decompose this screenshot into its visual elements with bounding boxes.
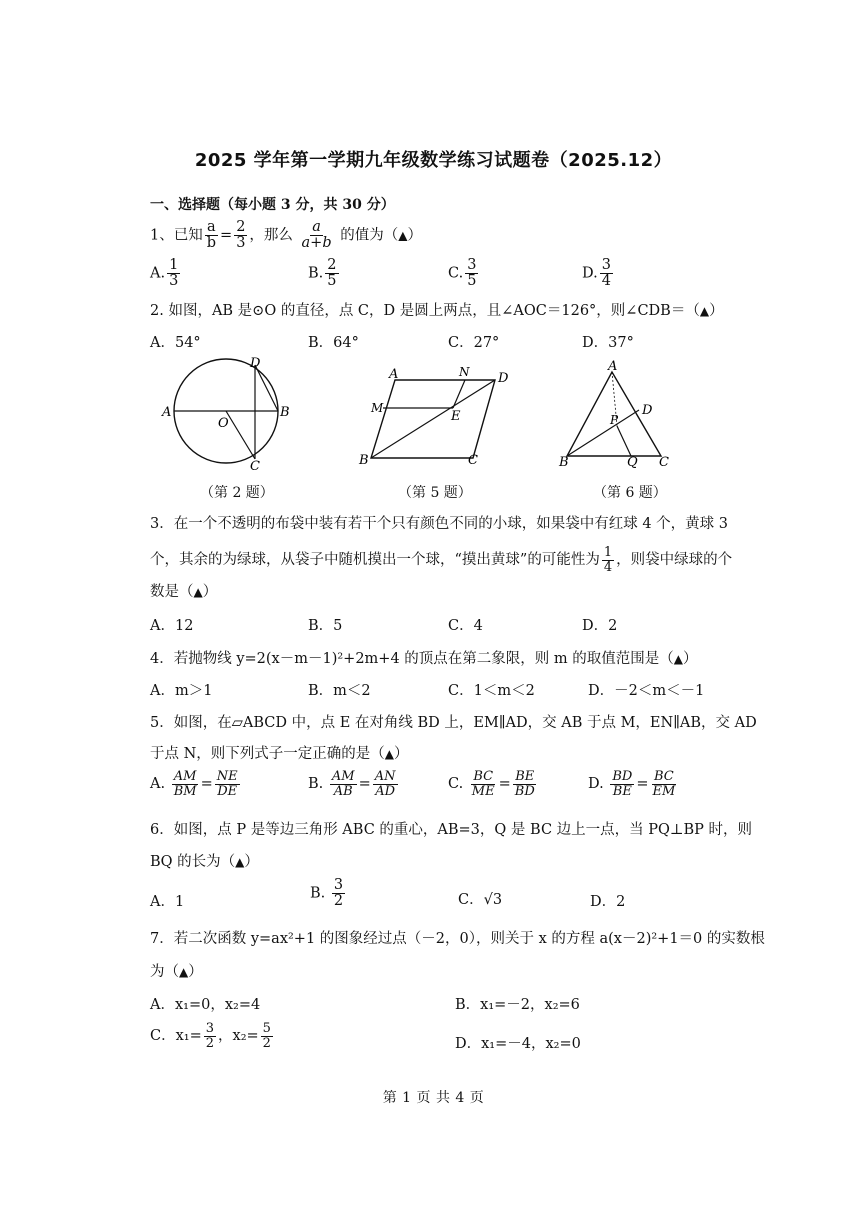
label-b: B — [359, 453, 369, 468]
answer-marker: ▲ — [235, 855, 245, 869]
q3-option-d: D．2 — [582, 618, 618, 634]
segment-pq — [617, 426, 631, 456]
q6-option-a: A．1 — [150, 894, 185, 910]
question-3-line-2: 个，其余的为绿球，从袋子中随机摸出一个球，“摸出黄球”的可能性为 $\frac{1}{4}$ ，则袋中绿球的个 — [150, 545, 733, 575]
figure-5-parallelogram-diagram — [355, 362, 525, 472]
answer-marker: ▲ — [384, 747, 395, 761]
q7-option-a: A．x₁=0，x₂=4 — [150, 997, 261, 1013]
segment-ne — [453, 380, 465, 408]
q1-option-a: A. $\frac{1}{3}$ — [150, 257, 179, 290]
q5-option-b: B. $\frac{AM}{AB}$ = $\frac{AN}{AD}$ — [308, 769, 396, 799]
answer-marker: ▲ — [179, 965, 189, 979]
label-p: P — [610, 413, 619, 427]
q4-option-a: A．m＞1 — [150, 683, 213, 699]
q5-option-a: A. $\frac{AM}{BM}$ = $\frac{NE}{DE}$ — [150, 769, 238, 799]
question-1: 1、已知 $\frac{a}{b}$ = $\frac{2}{3}$ ，那么 $\frac{a}{a+b}$ 的值为（▲） — [150, 219, 422, 252]
segment-oc — [226, 411, 255, 459]
q3-option-c: C．4 — [448, 618, 483, 634]
label-b: B — [559, 455, 569, 470]
q2-option-b: B．64° — [308, 335, 359, 351]
question-5-line-2: 于点 N，则下列式子一定正确的是（▲） — [150, 746, 409, 762]
section-header: 一、选择题（每小题 3 分，共 30 分） — [150, 197, 395, 213]
q5-option-c: C. $\frac{BC}{ME}$ = $\frac{BE}{BD}$ — [448, 769, 535, 799]
q4-option-c: C．1＜m＜2 — [448, 683, 535, 699]
q1-option-d: D. $\frac{3}{4}$ — [582, 257, 611, 290]
question-3-line-3: 数是（▲） — [150, 584, 218, 600]
question-7-line-2: 为（▲） — [150, 964, 203, 980]
q7-option-d: D．x₁=－4，x₂=0 — [455, 1036, 581, 1052]
q7-option-c: C．x₁= $\frac{3}{2}$ ，x₂= $\frac{5}{2}$ — [150, 1021, 271, 1051]
label-a: A — [389, 367, 399, 382]
answer-marker: ▲ — [398, 228, 408, 243]
question-4: 4．若抛物线 y=2(x－m－1)²+2m+4 的顶点在第二象限，则 m 的取值范围是（▲） — [150, 651, 698, 667]
label-d: D — [250, 356, 261, 371]
question-2: 2. 如图，AB 是⊙O 的直径，点 C，D 是圆上两点，且∠AOC＝126°，则∠CDB＝（▲） — [150, 303, 724, 319]
q6-option-c: C．√3 — [458, 892, 503, 908]
figure-6-caption: （第 6 题） — [593, 485, 667, 501]
label-c: C — [659, 455, 669, 470]
q1-expression: $\frac{a}{a+b}$ — [301, 219, 332, 252]
label-m: M — [371, 401, 384, 415]
q1-given-fraction: $\frac{a}{b}$ — [206, 219, 217, 252]
q6-option-b: B. $\frac{3}{2}$ — [310, 877, 344, 910]
page-footer: 第 1 页 共 4 页 — [382, 1090, 485, 1106]
label-c: C — [468, 453, 478, 468]
q2-option-a: A．54° — [150, 335, 201, 351]
label-n: N — [459, 365, 470, 379]
answer-marker: ▲ — [193, 585, 203, 599]
q5-option-d: D. $\frac{BD}{BE}$ = $\frac{BC}{EM}$ — [588, 769, 676, 799]
question-6-line-1: 6．如图，点 P 是等边三角形 ABC 的重心，AB=3，Q 是 BC 边上一点，当 PQ⊥BP 时，则 — [150, 822, 753, 838]
q3-probability: $\frac{1}{4}$ — [603, 545, 613, 575]
question-6-line-2: BQ 的长为（▲） — [150, 854, 259, 870]
question-3-line-1: 3．在一个不透明的布袋中装有若干个只有颜色不同的小球，如果袋中有红球 4 个，黄球 3 — [150, 516, 728, 532]
q1-given-value: $\frac{2}{3}$ — [236, 219, 246, 252]
q4-option-b: B．m＜2 — [308, 683, 371, 699]
label-q: Q — [627, 455, 638, 470]
page-title: 2025 学年第一学期九年级数学练习试题卷（2025.12） — [194, 150, 673, 171]
label-d: D — [642, 403, 653, 418]
q2-option-d: D．37° — [582, 335, 634, 351]
q7-option-b: B．x₁=－2，x₂=6 — [455, 997, 580, 1013]
chord-db — [255, 365, 278, 411]
q2-option-c: C．27° — [448, 335, 500, 351]
label-o: O — [218, 416, 229, 431]
q1-prefix: 1、已知 — [150, 227, 203, 244]
q4-option-d: D．－2＜m＜－1 — [588, 683, 705, 699]
q1-option-c: C. $\frac{3}{5}$ — [448, 257, 477, 290]
label-b: B — [280, 405, 290, 420]
label-d: D — [498, 371, 509, 386]
question-5-line-1: 5．如图，在▱ABCD 中，点 E 在对角线 BD 上，EM∥AD，交 AB 于点 M，EN∥AB，交 AD — [150, 715, 757, 731]
question-7-line-1: 7．若二次函数 y=ax²+1 的图象经过点（－2，0），则关于 x 的方程 a(x－2)²+1＝0 的实数根 — [150, 931, 765, 947]
label-e: E — [451, 409, 461, 424]
q3-option-b: B．5 — [308, 618, 343, 634]
figure-5-caption: （第 5 题） — [398, 485, 472, 501]
figure-6-triangle-diagram — [555, 358, 680, 473]
label-a: A — [162, 405, 172, 420]
answer-marker: ▲ — [673, 652, 683, 666]
q6-option-d: D．2 — [590, 894, 626, 910]
q3-option-a: A．12 — [150, 618, 194, 634]
q1-option-b: B. $\frac{2}{5}$ — [308, 257, 337, 290]
label-a: A — [608, 359, 618, 374]
label-c: C — [250, 459, 260, 474]
figure-2-caption: （第 2 题） — [200, 485, 274, 501]
figure-2-circle-diagram — [160, 355, 300, 475]
answer-marker: ▲ — [699, 304, 710, 318]
